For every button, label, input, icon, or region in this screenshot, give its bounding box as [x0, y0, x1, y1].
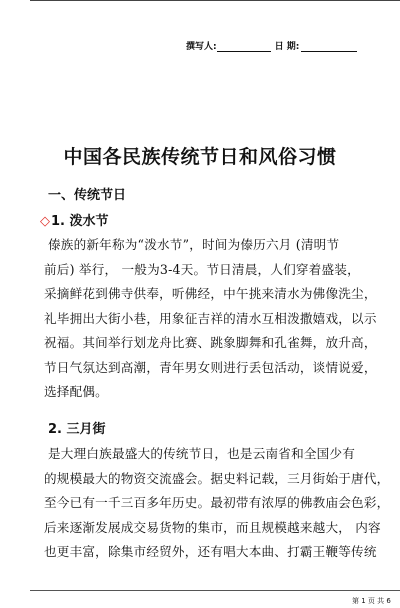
paragraph-line: 选择配偶。 [44, 384, 108, 399]
diamond-icon: ◇ [40, 214, 50, 229]
paragraph-water-festival [44, 233, 378, 405]
paragraph-line: 至今已有一千三百多年历史。最初带有浓厚的佛教庙会色彩， [44, 495, 390, 510]
footer-rule [30, 590, 400, 591]
section-heading: 一、传统节日 [48, 188, 127, 203]
paragraph-line: 祝福。其间举行划龙舟比赛、跳象脚舞和孔雀舞，放升高， [44, 335, 377, 350]
paragraph-line: 也更丰富，除集市经贸外，还有唱大本曲、打霸王鞭等传统 [44, 544, 377, 559]
author-blank [217, 41, 271, 52]
paragraph-line: 前后) 举行， 一般为3-4天。节日清晨，人们穿着盛装， [44, 261, 360, 277]
document-title: 中国各民族传统节日和风俗习惯 [63, 146, 337, 168]
date-blank [301, 41, 357, 52]
paragraph-march-street [44, 442, 390, 565]
item-heading-march-street: 2. 三月街 [48, 422, 106, 437]
paragraph-line: 是大理白族最盛大的传统节日，也是云南省和全国少有 [48, 446, 356, 461]
date-label: 日 期: [274, 42, 300, 52]
paragraph-line: 傣族的新年称为“泼水节”，时间为傣历六月 (清明节 [48, 237, 340, 252]
paragraph-line: 后来逐渐发展成交易货物的集市，而且规模越来越大， 内容 [44, 519, 381, 535]
item-heading-water-festival [40, 210, 109, 229]
page-number: 第 1 页 共 6 [352, 597, 391, 605]
paragraph-line: 的规模最大的物资交流盛会。据史料记载，三月街始于唐代， [44, 470, 390, 486]
author-label: 撰写人: [186, 42, 217, 52]
header-rule [30, 0, 400, 1]
paragraph-line: 礼毕拥出大街小巷，用象征吉祥的清水互相泼撒嬉戏，以示 [44, 310, 377, 326]
paragraph-line: 采摘鲜花到佛寺供奉，听佛经，中午挑来清水为佛像洗尘， [44, 286, 377, 301]
author-date-line [186, 39, 386, 52]
paragraph-line: 节日气氛达到高潮，青年男女则进行丢包活动，谈情说爱， [44, 359, 377, 375]
item-heading-text: 1. 泼水节 [51, 214, 109, 229]
